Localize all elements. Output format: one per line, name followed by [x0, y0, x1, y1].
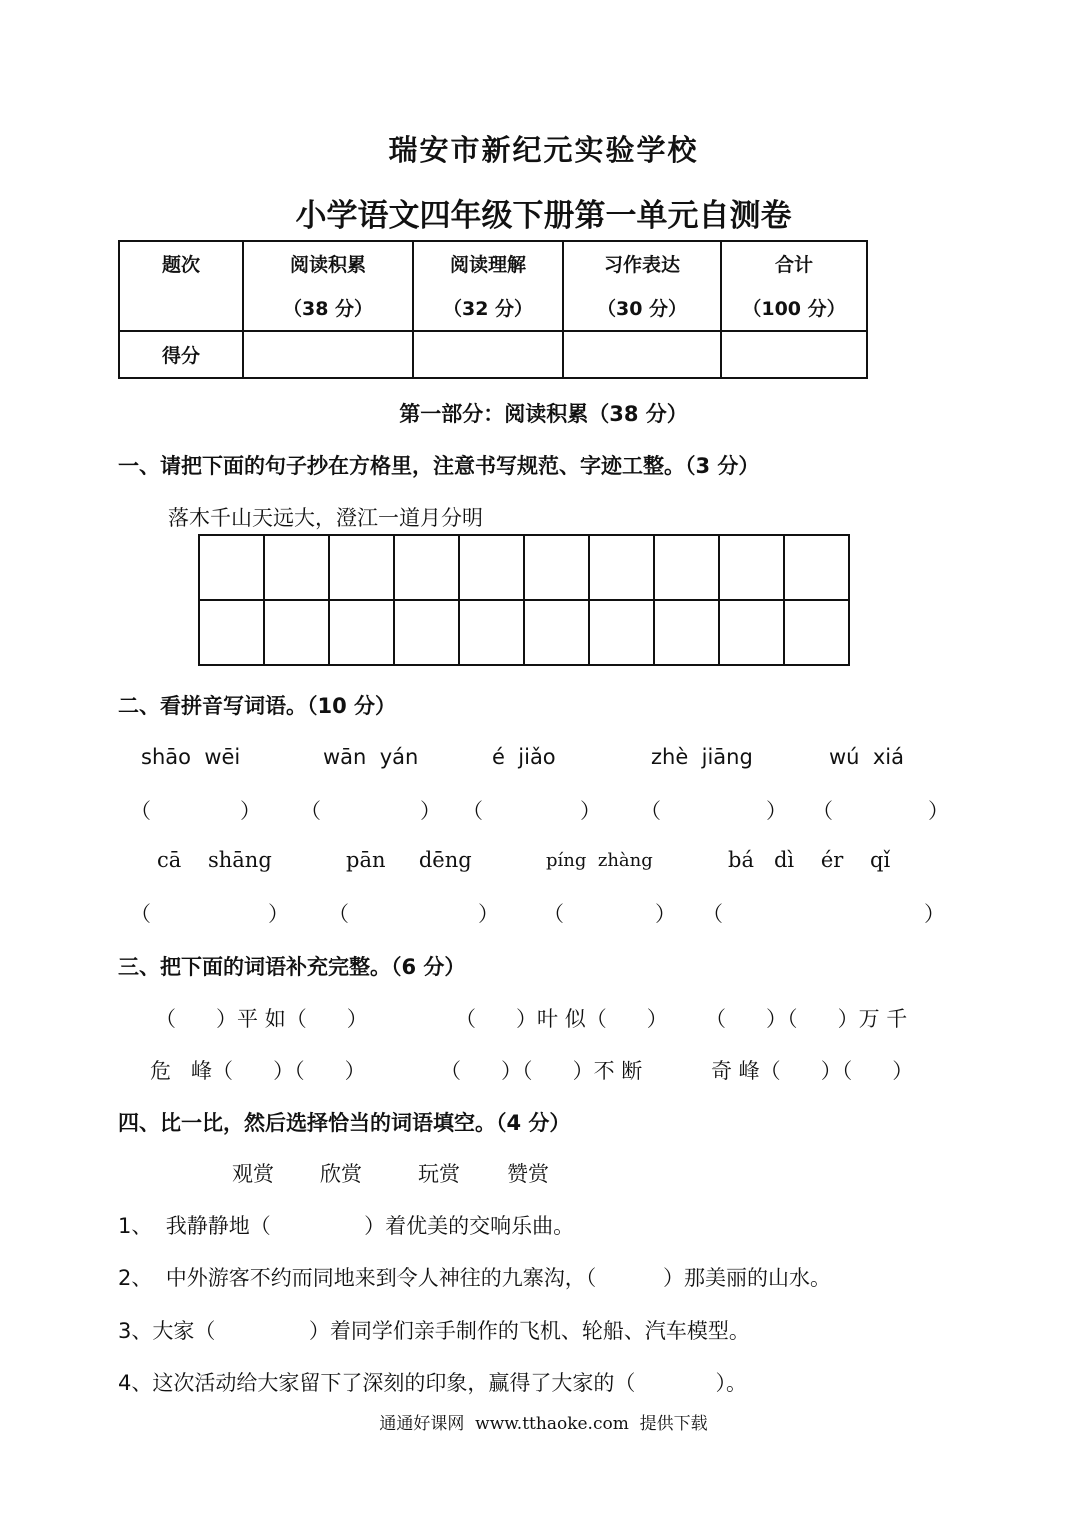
- writing-cell[interactable]: [264, 535, 329, 600]
- idiom-item[interactable]: （ ）叶 似（ ）: [455, 1007, 668, 1031]
- writing-cell[interactable]: [459, 600, 524, 665]
- answer-blank: ）: [928, 799, 949, 823]
- pinyin-item: zhè jiāng: [651, 745, 753, 769]
- writing-cell[interactable]: [329, 535, 394, 600]
- score-field[interactable]: [721, 331, 867, 378]
- writing-grid-row: [199, 600, 849, 665]
- answer-blank: ）: [420, 799, 441, 823]
- answer-blank: ）: [655, 902, 676, 926]
- question-3-title: 三、把下面的词语补充完整。（6 分）: [118, 955, 466, 979]
- header-cell-reading-accumulation: 阅读积累 （38 分）: [243, 241, 413, 331]
- writing-cell[interactable]: [394, 600, 459, 665]
- header-cell-reading-comprehension: 阅读理解 （32 分）: [413, 241, 563, 331]
- pinyin-item: é jiǎo: [492, 745, 556, 769]
- idiom-item[interactable]: （ ）平 如（ ）: [155, 1007, 368, 1031]
- pinyin-item: cā shāng: [157, 848, 272, 872]
- pinyin-item: pān dēng: [346, 848, 472, 872]
- writing-cell[interactable]: [459, 535, 524, 600]
- footer-text: 通通好课网 www.tthaoke.com 提供下载: [379, 1414, 708, 1434]
- answer-blank: ）: [478, 902, 499, 926]
- question-4-title: 四、比一比，然后选择恰当的词语填空。（4 分）: [118, 1111, 571, 1135]
- pinyin-item: shāo wēi: [141, 745, 241, 769]
- fill-blank-sentence[interactable]: 4、这次活动给大家留下了深刻的印象，赢得了大家的（ ）。: [118, 1371, 747, 1395]
- answer-blank[interactable]: （: [328, 902, 349, 926]
- writing-cell[interactable]: [589, 600, 654, 665]
- pinyin-item: wān yán: [323, 745, 419, 769]
- answer-blank[interactable]: （: [130, 902, 151, 926]
- part-one-title: 第一部分：阅读积累（38 分）: [399, 402, 688, 426]
- answer-blank[interactable]: （: [543, 902, 564, 926]
- word-option: 欣赏: [320, 1162, 362, 1186]
- score-field[interactable]: [563, 331, 721, 378]
- header-cell-item: 题次: [119, 241, 243, 331]
- idiom-item[interactable]: （ ）（ ）不 断: [440, 1059, 643, 1083]
- answer-blank[interactable]: （: [130, 799, 151, 823]
- writing-cell[interactable]: [329, 600, 394, 665]
- answer-blank: ）: [766, 799, 787, 823]
- fill-blank-sentence[interactable]: 2、 中外游客不约而同地来到令人神往的九寨沟，（ ）那美丽的山水。: [118, 1266, 831, 1290]
- writing-cell[interactable]: [524, 535, 589, 600]
- writing-grid-row: [199, 535, 849, 600]
- answer-blank[interactable]: （: [462, 799, 483, 823]
- score-table: [118, 240, 868, 379]
- pinyin-item: wú xiá: [829, 745, 904, 769]
- question-2-title: 二、看拼音写词语。（10 分）: [118, 694, 397, 718]
- answer-blank: ）: [268, 902, 289, 926]
- word-option: 观赏: [232, 1162, 274, 1186]
- answer-blank: ）: [240, 799, 261, 823]
- writing-cell[interactable]: [654, 600, 719, 665]
- writing-cell[interactable]: [784, 535, 849, 600]
- school-name: 瑞安市新纪元实验学校: [388, 133, 699, 167]
- header-cell-writing: 习作表达 （30 分）: [563, 241, 721, 331]
- answer-blank[interactable]: （: [702, 902, 723, 926]
- score-table-score-row: [119, 331, 867, 378]
- writing-cell[interactable]: [719, 600, 784, 665]
- writing-cell[interactable]: [719, 535, 784, 600]
- idiom-item[interactable]: 奇 峰（ ）（ ）: [711, 1059, 914, 1083]
- fill-blank-sentence[interactable]: 3、大家（ ）着同学们亲手制作的飞机、轮船、汽车模型。: [118, 1319, 750, 1343]
- writing-cell[interactable]: [524, 600, 589, 665]
- idiom-item[interactable]: （ ）（ ）万 千: [705, 1007, 908, 1031]
- writing-cell[interactable]: [394, 535, 459, 600]
- answer-blank[interactable]: （: [300, 799, 321, 823]
- word-option: 玩赏: [418, 1162, 460, 1186]
- exam-title: 小学语文四年级下册第一单元自测卷: [295, 198, 792, 234]
- answer-blank[interactable]: （: [640, 799, 661, 823]
- idiom-item[interactable]: 危 峰（ ）（ ）: [150, 1059, 366, 1083]
- word-option: 赞赏: [507, 1162, 549, 1186]
- pinyin-item: bá dì ér qǐ: [728, 848, 891, 872]
- score-field[interactable]: [243, 331, 413, 378]
- writing-cell[interactable]: [264, 600, 329, 665]
- score-table-header-row: [119, 241, 867, 331]
- score-row-label: 得分: [119, 331, 243, 378]
- score-field[interactable]: [413, 331, 563, 378]
- copy-sentence: 落木千山天远大，澄江一道月分明: [168, 506, 483, 530]
- answer-blank: ）: [580, 799, 601, 823]
- writing-cell[interactable]: [784, 600, 849, 665]
- question-1-title: 一、请把下面的句子抄在方格里，注意书写规范、字迹工整。（3 分）: [118, 454, 760, 478]
- header-cell-total: 合计 （100 分）: [721, 241, 867, 331]
- answer-blank: ）: [924, 902, 945, 926]
- writing-cell[interactable]: [199, 535, 264, 600]
- fill-blank-sentence[interactable]: 1、 我静静地（ ）着优美的交响乐曲。: [118, 1214, 575, 1238]
- writing-cell[interactable]: [654, 535, 719, 600]
- pinyin-item: píng zhàng: [546, 850, 653, 871]
- answer-blank[interactable]: （: [812, 799, 833, 823]
- writing-cell[interactable]: [199, 600, 264, 665]
- writing-cell[interactable]: [589, 535, 654, 600]
- writing-grid: [198, 534, 850, 666]
